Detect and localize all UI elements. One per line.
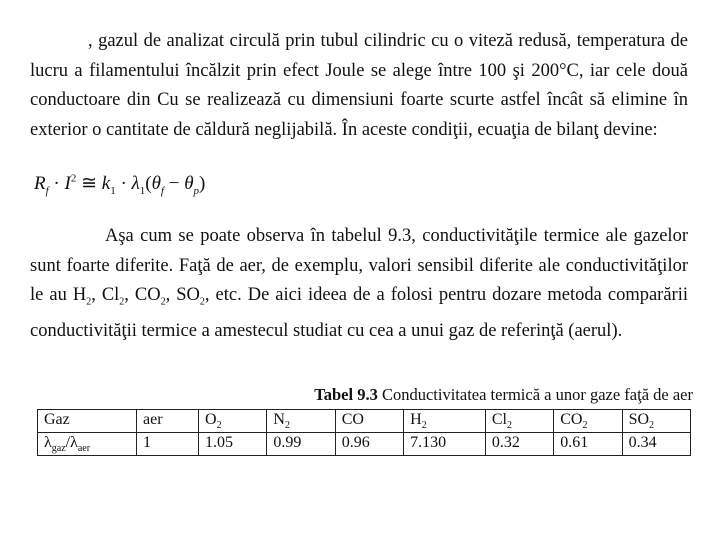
gas-name: N	[273, 411, 285, 428]
table-cell-value: 0.32	[485, 433, 553, 456]
paragraph-2	[30, 222, 688, 347]
gas-subscript: 2	[506, 420, 512, 432]
gas-name: aer	[143, 411, 163, 428]
formula-minus: −	[163, 173, 185, 194]
table-cell-gas	[404, 410, 486, 433]
lambda-gaz-sub: gaz	[51, 443, 66, 455]
formula-I-sup: 2	[70, 172, 77, 185]
p2-text-5: , etc. De aici ideea de a folosi pentru dozare metoda comparării conductivităţii termice a amestecul studiat cu cea a unui gaz de referinţă (aerul).	[30, 285, 688, 342]
formula-dot: ·	[48, 173, 65, 194]
table-cell-gas	[199, 410, 267, 433]
formula-I: I	[64, 173, 71, 194]
p2-text-3: , CO	[124, 285, 161, 305]
gas-name: CO	[341, 411, 364, 428]
gas-name: CO	[560, 411, 583, 428]
table-caption-label: Tabel 9.3	[314, 385, 378, 404]
table-cell-value: 0.96	[335, 433, 403, 456]
formula-k: k	[101, 173, 111, 194]
table-cell-gas	[137, 410, 199, 433]
formula-approx: ≅	[76, 173, 102, 194]
table-caption	[314, 385, 693, 405]
table-cell-gas	[335, 410, 403, 433]
formula-theta-p-sub: p	[193, 184, 200, 197]
table-header-ratio	[38, 433, 137, 456]
table-cell-gas	[622, 410, 690, 433]
formula-theta-f-sub: f	[160, 184, 164, 197]
table-cell-gas	[485, 410, 553, 433]
balance-equation	[34, 172, 205, 197]
table-cell-value: 0.99	[267, 433, 335, 456]
formula-k-sub: 1	[110, 184, 116, 197]
lambda-symbol: λ	[44, 434, 52, 452]
formula-R: R	[34, 173, 46, 194]
formula-R-sub: f	[45, 184, 49, 197]
table-cell-gas	[554, 410, 622, 433]
table-caption-text: Conductivitatea termică a unor gaze faţă de aer	[377, 385, 693, 404]
gas-subscript: 2	[421, 420, 427, 432]
paragraph-1: , gazul de analizat circulă prin tubul cilindric cu o viteză redusă, temperatura de lucru a filamentului încălzit prin efect Joule se alege între 100 şi 200°C, iar cele două conductoare din Cu se realizează cu dimensiuni foarte scurte astfel încât să elimine în exterior o cantitate de căldură neglijabilă. În aceste condiţii, ecuaţia de bilanţ devine:	[30, 31, 688, 140]
lambda-slash: /λ	[65, 434, 78, 452]
p2-text-4: , SO	[165, 285, 200, 305]
gas-conductivity-table	[37, 409, 691, 456]
gas-name: O	[205, 411, 217, 428]
table-cell-value: 0.34	[622, 433, 690, 456]
gas-name: Cl	[491, 411, 507, 428]
h2-subscript: 2	[86, 296, 92, 308]
so2-subscript: 2	[199, 296, 205, 308]
p2-text-1: Aşa cum se poate observa în tabelul 9.3, conductivităţile termice ale gazelor sunt foarte diferite. Faţă de aer, de exemplu, valori sensibil diferite ale conductivităţilor le au H	[30, 226, 688, 305]
lambda-aer-sub: aer	[77, 443, 91, 455]
table-cell-value: 1.05	[199, 433, 267, 456]
table-header-gaz: Gaz	[38, 410, 137, 433]
formula-theta-f: θ	[151, 173, 161, 194]
gas-name: SO	[628, 411, 650, 428]
table-cell-value: 0.61	[554, 433, 622, 456]
gas-subscript: 2	[649, 420, 655, 432]
co2-subscript: 2	[160, 296, 166, 308]
formula-lambda-sub: 1	[139, 184, 146, 197]
gas-subscript: 2	[216, 420, 222, 432]
p2-text-2: , Cl	[91, 285, 120, 305]
formula-close-paren: )	[199, 173, 206, 194]
gas-name: H	[410, 411, 422, 428]
cl2-subscript: 2	[119, 296, 125, 308]
table-cell-value: 7.130	[404, 433, 486, 456]
table-row-gas	[38, 410, 691, 433]
table-row-ratio	[38, 433, 691, 456]
formula-dot: ·	[115, 173, 132, 194]
formula-lambda: λ	[131, 173, 140, 194]
gas-subscript: 2	[284, 420, 290, 432]
table-cell-value: 1	[137, 433, 199, 456]
formula-open-paren: (	[145, 173, 152, 194]
table-cell-gas	[267, 410, 335, 433]
gas-subscript: 2	[582, 420, 588, 432]
formula-theta-p: θ	[184, 173, 194, 194]
